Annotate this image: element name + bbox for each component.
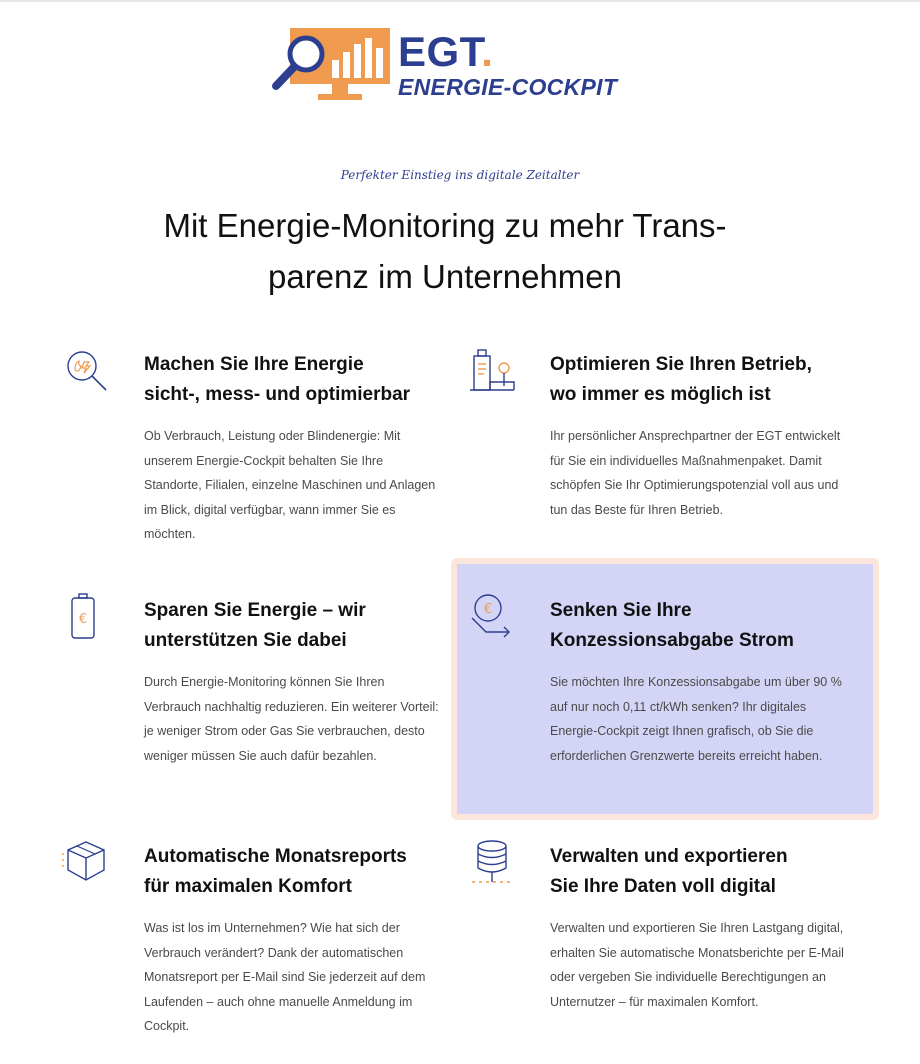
- feature-title: Verwalten und exportieren Sie Ihre Daten voll digital: [550, 846, 788, 897]
- package-icon: [62, 838, 110, 886]
- feature-text: Ob Verbrauch, Leistung oder Blindenergie: Mit unserem Energie-Cockpit behalten Sie Ihre Standorte, Filialen, einzelne Maschinen und Anlagen im Blick, digital verfügbar, wann immer Sie es möchten.: [144, 429, 436, 541]
- feature-data-management: [550, 842, 850, 1014]
- monitor-magnifier-logo-icon: [270, 26, 395, 106]
- feature-concession-fee[interactable]: [483, 596, 850, 768]
- feature-text: Ihr persönlicher Ansprechpartner der EGT entwickelt für Sie ein individuelles Maßnahmenpaket. Damit schöpfen Sie Ihr Optimierungspotenzial voll aus und tun das Beste für Ihren Betrieb.: [550, 429, 841, 517]
- egt-energie-cockpit-logo[interactable]: [270, 26, 630, 106]
- feature-title: Sparen Sie Energie – wir unterstützen Sie dabei: [144, 600, 366, 651]
- euro-decrease-icon: [468, 592, 516, 640]
- feature-optimize-operation: [550, 350, 850, 522]
- svg-text:€: €: [78, 612, 88, 627]
- feature-save-energy: [78, 596, 444, 768]
- feature-energy-visibility: [144, 350, 444, 547]
- feature-text: Durch Energie-Monitoring können Sie Ihren Verbrauch nachhaltig reduzieren. Ein weiterer Vorteil: je weniger Strom oder Gas Sie verbrauchen, desto weniger müssen Sie auch dafür bezahlen.: [144, 675, 439, 763]
- magnifier-energy-icon: [62, 346, 110, 394]
- page-headline: Mit Energie-Monitoring zu mehr Trans- parenz im Unternehmen: [163, 207, 727, 295]
- feature-title: Machen Sie Ihre Energie sicht-, mess- und optimierbar: [144, 354, 411, 405]
- feature-text: Was ist los im Unternehmen? Wie hat sich der Verbrauch verändert? Dank der automatischen Monatsreport per E-Mail sind Sie jederzeit auf dem Laufenden – auch ohne manuelle Anmeldung im Cockpit.: [144, 921, 426, 1033]
- svg-text:€: €: [483, 602, 493, 617]
- top-divider: [0, 0, 920, 2]
- feature-text: Sie möchten Ihre Konzessionsabgabe um über 90 % auf nur noch 0,11 ct/kWh senken? Ihr digitales Energie-Cockpit zeigt Ihnen grafisch, ob Sie die erforderlichen Grenzwerte bereits erreicht haben.: [550, 675, 842, 763]
- feature-monthly-reports: [144, 842, 444, 1039]
- database-icon: [468, 838, 516, 886]
- logo-product-text: ENERGIE-COCKPIT: [398, 74, 618, 100]
- factory-icon: [468, 346, 516, 394]
- kicker-text: Perfekter Einstieg ins digitale Zeitalter: [340, 168, 580, 182]
- feature-text: Verwalten und exportieren Sie Ihren Lastgang digital, erhalten Sie automatische Monatsberichte per E-Mail oder vergeben Sie individuelle Berechtigungen an Unternutzer – für maximalen Komfort.: [550, 921, 844, 1009]
- feature-title: Senken Sie Ihre Konzessionsabgabe Strom: [550, 600, 794, 651]
- feature-title: Optimieren Sie Ihren Betrieb, wo immer es möglich ist: [550, 354, 812, 405]
- battery-euro-icon: [62, 592, 110, 640]
- logo-brand-text: EGT.: [398, 28, 494, 75]
- feature-title: Automatische Monatsreports für maximalen Komfort: [144, 846, 407, 897]
